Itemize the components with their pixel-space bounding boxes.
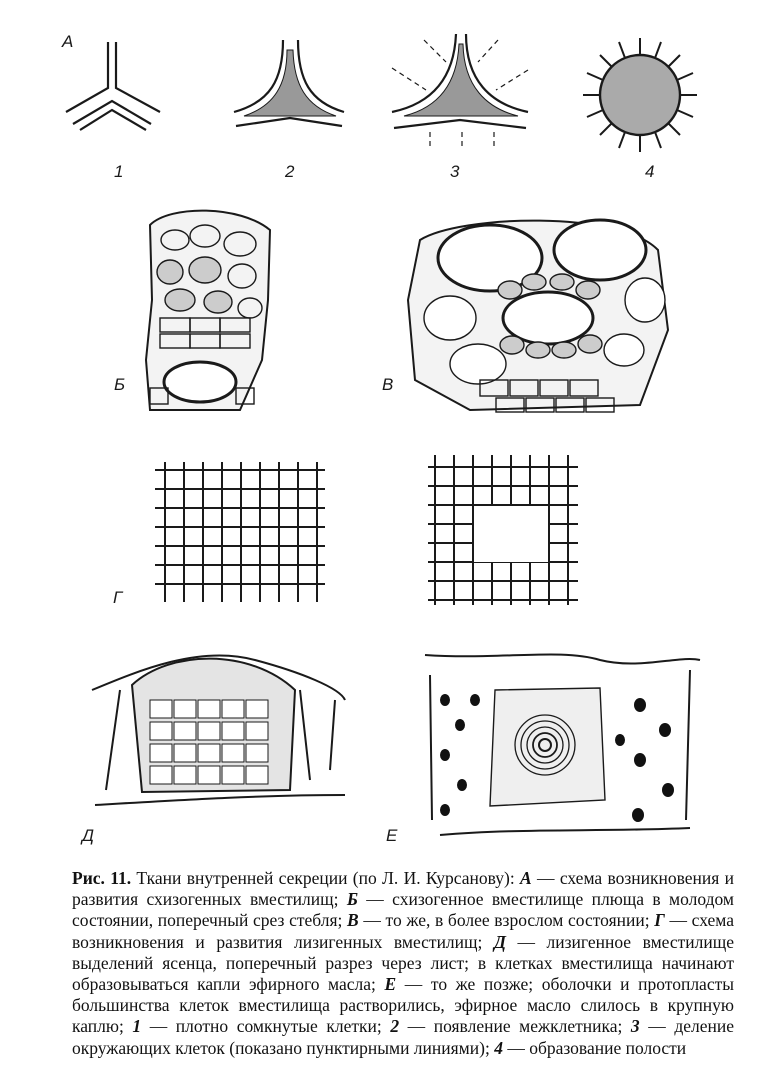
label-step-2: 2 — [285, 162, 295, 181]
caption-text-9: — появление межклетника; — [399, 1016, 631, 1037]
caption-key-4: 4 — [494, 1037, 503, 1058]
caption-key-a: А — [520, 868, 532, 888]
diagram-g1 — [155, 462, 325, 602]
caption-text-4: — то же, в более взрослом состоянии; — [358, 910, 655, 931]
caption-text-7: — то же позже; оболочки и протопласты большинства клеток вместилища растворились, эфирное масло слилось в крупную каплю; — [72, 974, 734, 1037]
diagram-g2 — [428, 455, 578, 605]
caption-text-5: — схема возникновения и развития лизигенных вместилищ; — [72, 910, 734, 952]
label-panel-a: А — [62, 32, 74, 51]
figure-caption — [72, 868, 734, 1059]
diagram-v — [408, 220, 668, 412]
label-step-1: 1 — [114, 162, 124, 181]
caption-text-2: — схема возникновения и развития схизогенных вместилищ; — [72, 868, 734, 910]
label-panel-b: Б — [114, 375, 126, 394]
caption-key-3: 3 — [630, 1016, 640, 1037]
label-panel-v: В — [382, 375, 394, 394]
caption-text-1: Ткани внутренней секреции (по Л. И. Курсанову): — [131, 868, 521, 888]
caption-key-g: Г — [654, 910, 665, 931]
caption-fig-number: Рис. 11. — [72, 868, 132, 888]
caption-key-b: Б — [346, 889, 358, 910]
label-step-4: 4 — [645, 162, 655, 181]
label-panel-e: Е — [386, 826, 398, 845]
caption-key-v: В — [347, 910, 359, 931]
caption-key-1: 1 — [132, 1016, 142, 1037]
caption-text-10: — деление окружающих клеток (показано пунктирными линиями); — [72, 1016, 734, 1058]
caption-key-e: Е — [384, 974, 397, 995]
caption-text-8: — плотно сомкнутые клетки; — [141, 1016, 391, 1037]
caption-text-6: — лизигенное вместилище выделений ясенца, поперечный разрез через лист; в клетках вместилища начинают образовываться капли эфирного масла; — [72, 931, 734, 995]
diagram-e — [425, 654, 700, 835]
label-panel-g: Г — [113, 588, 123, 607]
label-step-3: 3 — [450, 162, 460, 181]
diagram-d — [92, 655, 345, 805]
caption-key-d: Д — [493, 931, 506, 952]
diagram-a4 — [583, 38, 697, 152]
diagram-a3 — [392, 34, 528, 150]
diagram-a1 — [66, 42, 160, 130]
diagram-b — [146, 211, 270, 410]
caption-text-3: — схизогенное вместилище плюща в молодом состоянии, поперечный срез стебля; — [72, 889, 734, 931]
caption-text-11: — образование полости — [502, 1037, 687, 1058]
caption-key-2: 2 — [390, 1016, 400, 1037]
label-panel-d: Д — [82, 826, 94, 845]
diagram-a2 — [234, 40, 344, 126]
